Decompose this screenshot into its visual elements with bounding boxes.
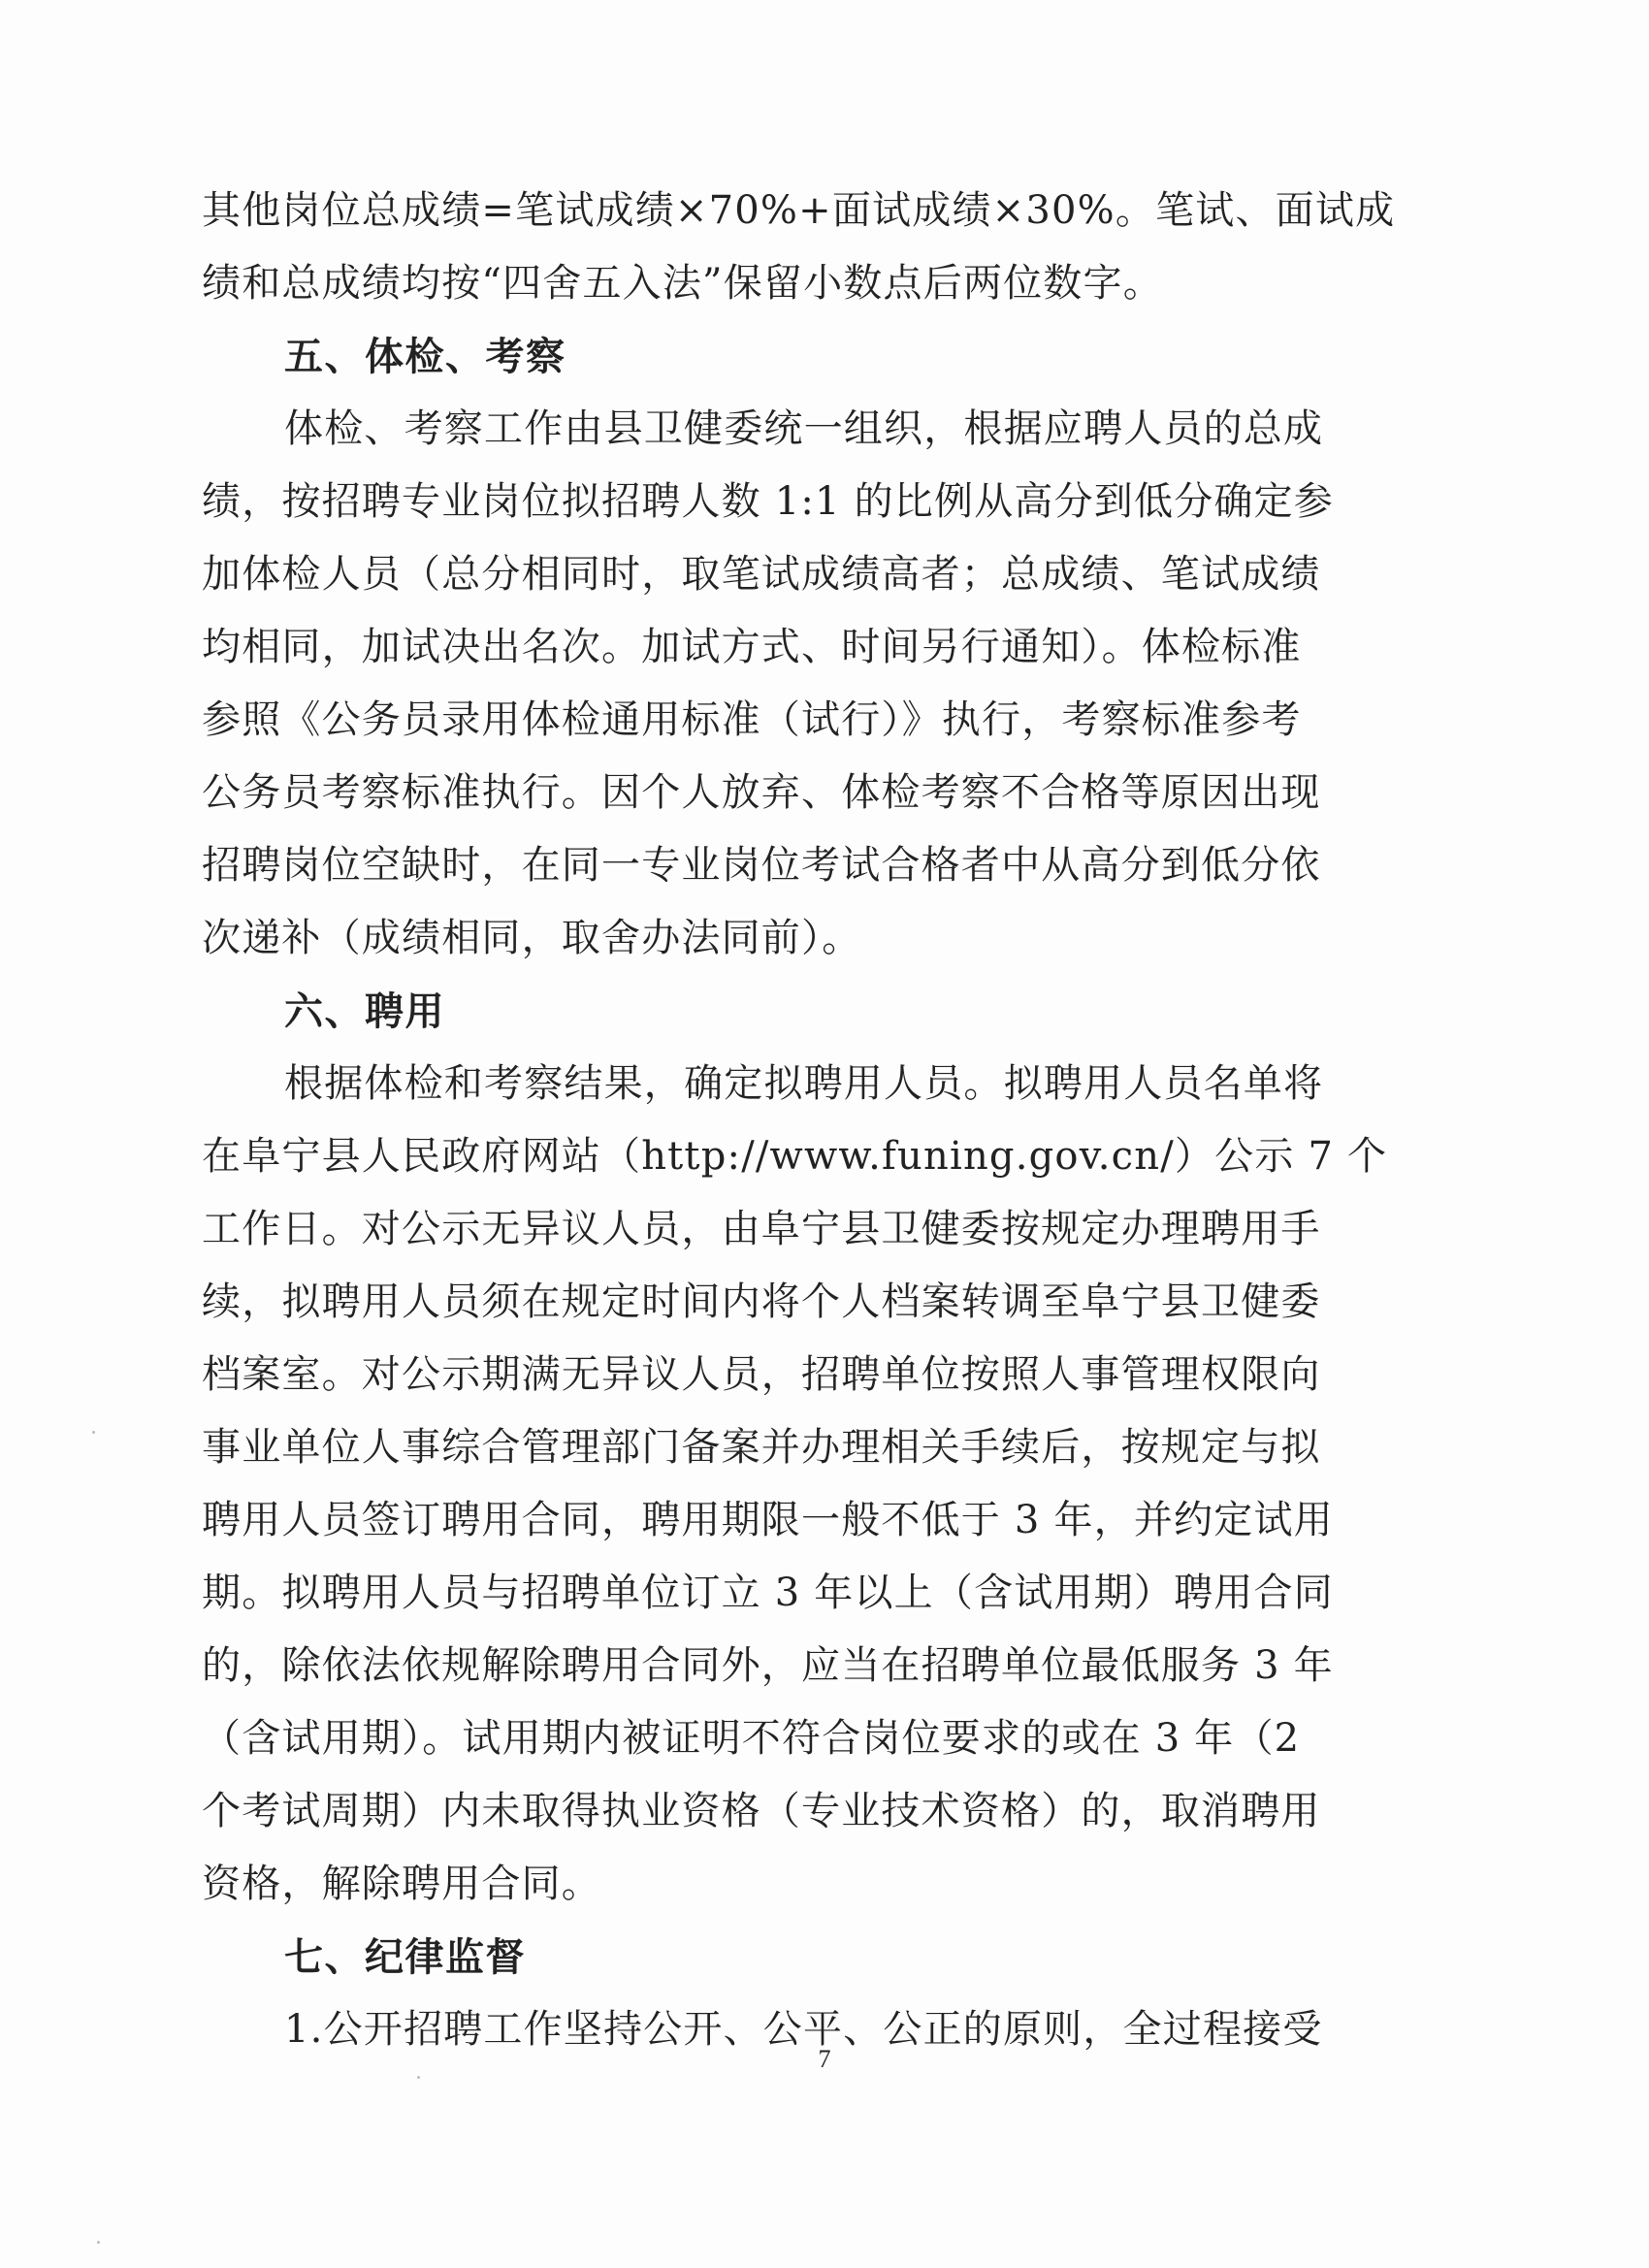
text-line: 的，除依法依规解除聘用合同外，应当在招聘单位最低服务 3 年 — [202, 1643, 1334, 1688]
text-line: 绩和总成绩均按“四舍五入法”保留小数点后两位数字。 — [202, 261, 1163, 306]
text-line: 聘用人员签订聘用合同，聘用期限一般不低于 3 年，并约定试用 — [202, 1498, 1334, 1542]
section-heading: 七、纪律监督 — [284, 1934, 526, 1980]
text-line: 个考试周期）内未取得执业资格（专业技术资格）的，取消聘用 — [202, 1789, 1321, 1833]
text-line: 事业单位人事综合管理部门备案并办理相关手续后，按规定与拟 — [202, 1425, 1321, 1470]
text-line: 参照《公务员录用体检通用标准（试行）》执行，考察标准参考 — [202, 697, 1302, 742]
text-line: 续，拟聘用人员须在规定时间内将个人档案转调至阜宁县卫健委 — [202, 1280, 1321, 1324]
text-line: 期。拟聘用人员与招聘单位订立 3 年以上（含试用期）聘用合同 — [202, 1571, 1334, 1615]
text-line: 其他岗位总成绩=笔试成绩×70%+面试成绩×30%。笔试、面试成 — [202, 188, 1396, 233]
text-line: 绩，按招聘专业岗位拟招聘人数 1:1 的比例从高分到低分确定参 — [202, 479, 1335, 524]
page-number: 7 — [818, 2045, 831, 2073]
text-line: 资格，解除聘用合同。 — [202, 1862, 601, 1906]
scan-speck — [417, 2076, 420, 2079]
document-body — [202, 175, 1429, 2066]
scan-speck — [92, 1431, 95, 1434]
text-line: 1.公开招聘工作坚持公开、公平、公正的原则，全过程接受 — [284, 2007, 1323, 2052]
text-line: 根据体检和考察结果，确定拟聘用人员。拟聘用人员名单将 — [284, 1061, 1324, 1106]
text-line: 招聘岗位空缺时，在同一专业岗位考试合格者中从高分到低分依 — [202, 843, 1321, 888]
text-line: 公务员考察标准执行。因个人放弃、体检考察不合格等原因出现 — [202, 770, 1321, 815]
text-line: （含试用期）。试用期内被证明不符合岗位要求的或在 3 年（2 — [202, 1716, 1301, 1761]
text-line: 加体检人员（总分相同时，取笔试成绩高者；总成绩、笔试成绩 — [202, 552, 1321, 597]
section-heading: 六、聘用 — [284, 988, 445, 1034]
scan-speck — [97, 2241, 100, 2244]
text-line: 工作日。对公示无异议人员，由阜宁县卫健委按规定办理聘用手 — [202, 1207, 1321, 1251]
section-heading: 五、体检、考察 — [284, 334, 566, 379]
text-line: 档案室。对公示期满无异议人员，招聘单位按照人事管理权限向 — [202, 1352, 1321, 1397]
text-line: 均相同，加试决出名次。加试方式、时间另行通知）。体检标准 — [202, 625, 1302, 669]
text-line: 次递补（成绩相同，取舍办法同前）。 — [202, 916, 862, 960]
text-line: 在阜宁县人民政府网站（http://www.funing.gov.cn/）公示 7 个 — [202, 1134, 1388, 1179]
text-line: 体检、考察工作由县卫健委统一组织，根据应聘人员的总成 — [284, 406, 1324, 451]
